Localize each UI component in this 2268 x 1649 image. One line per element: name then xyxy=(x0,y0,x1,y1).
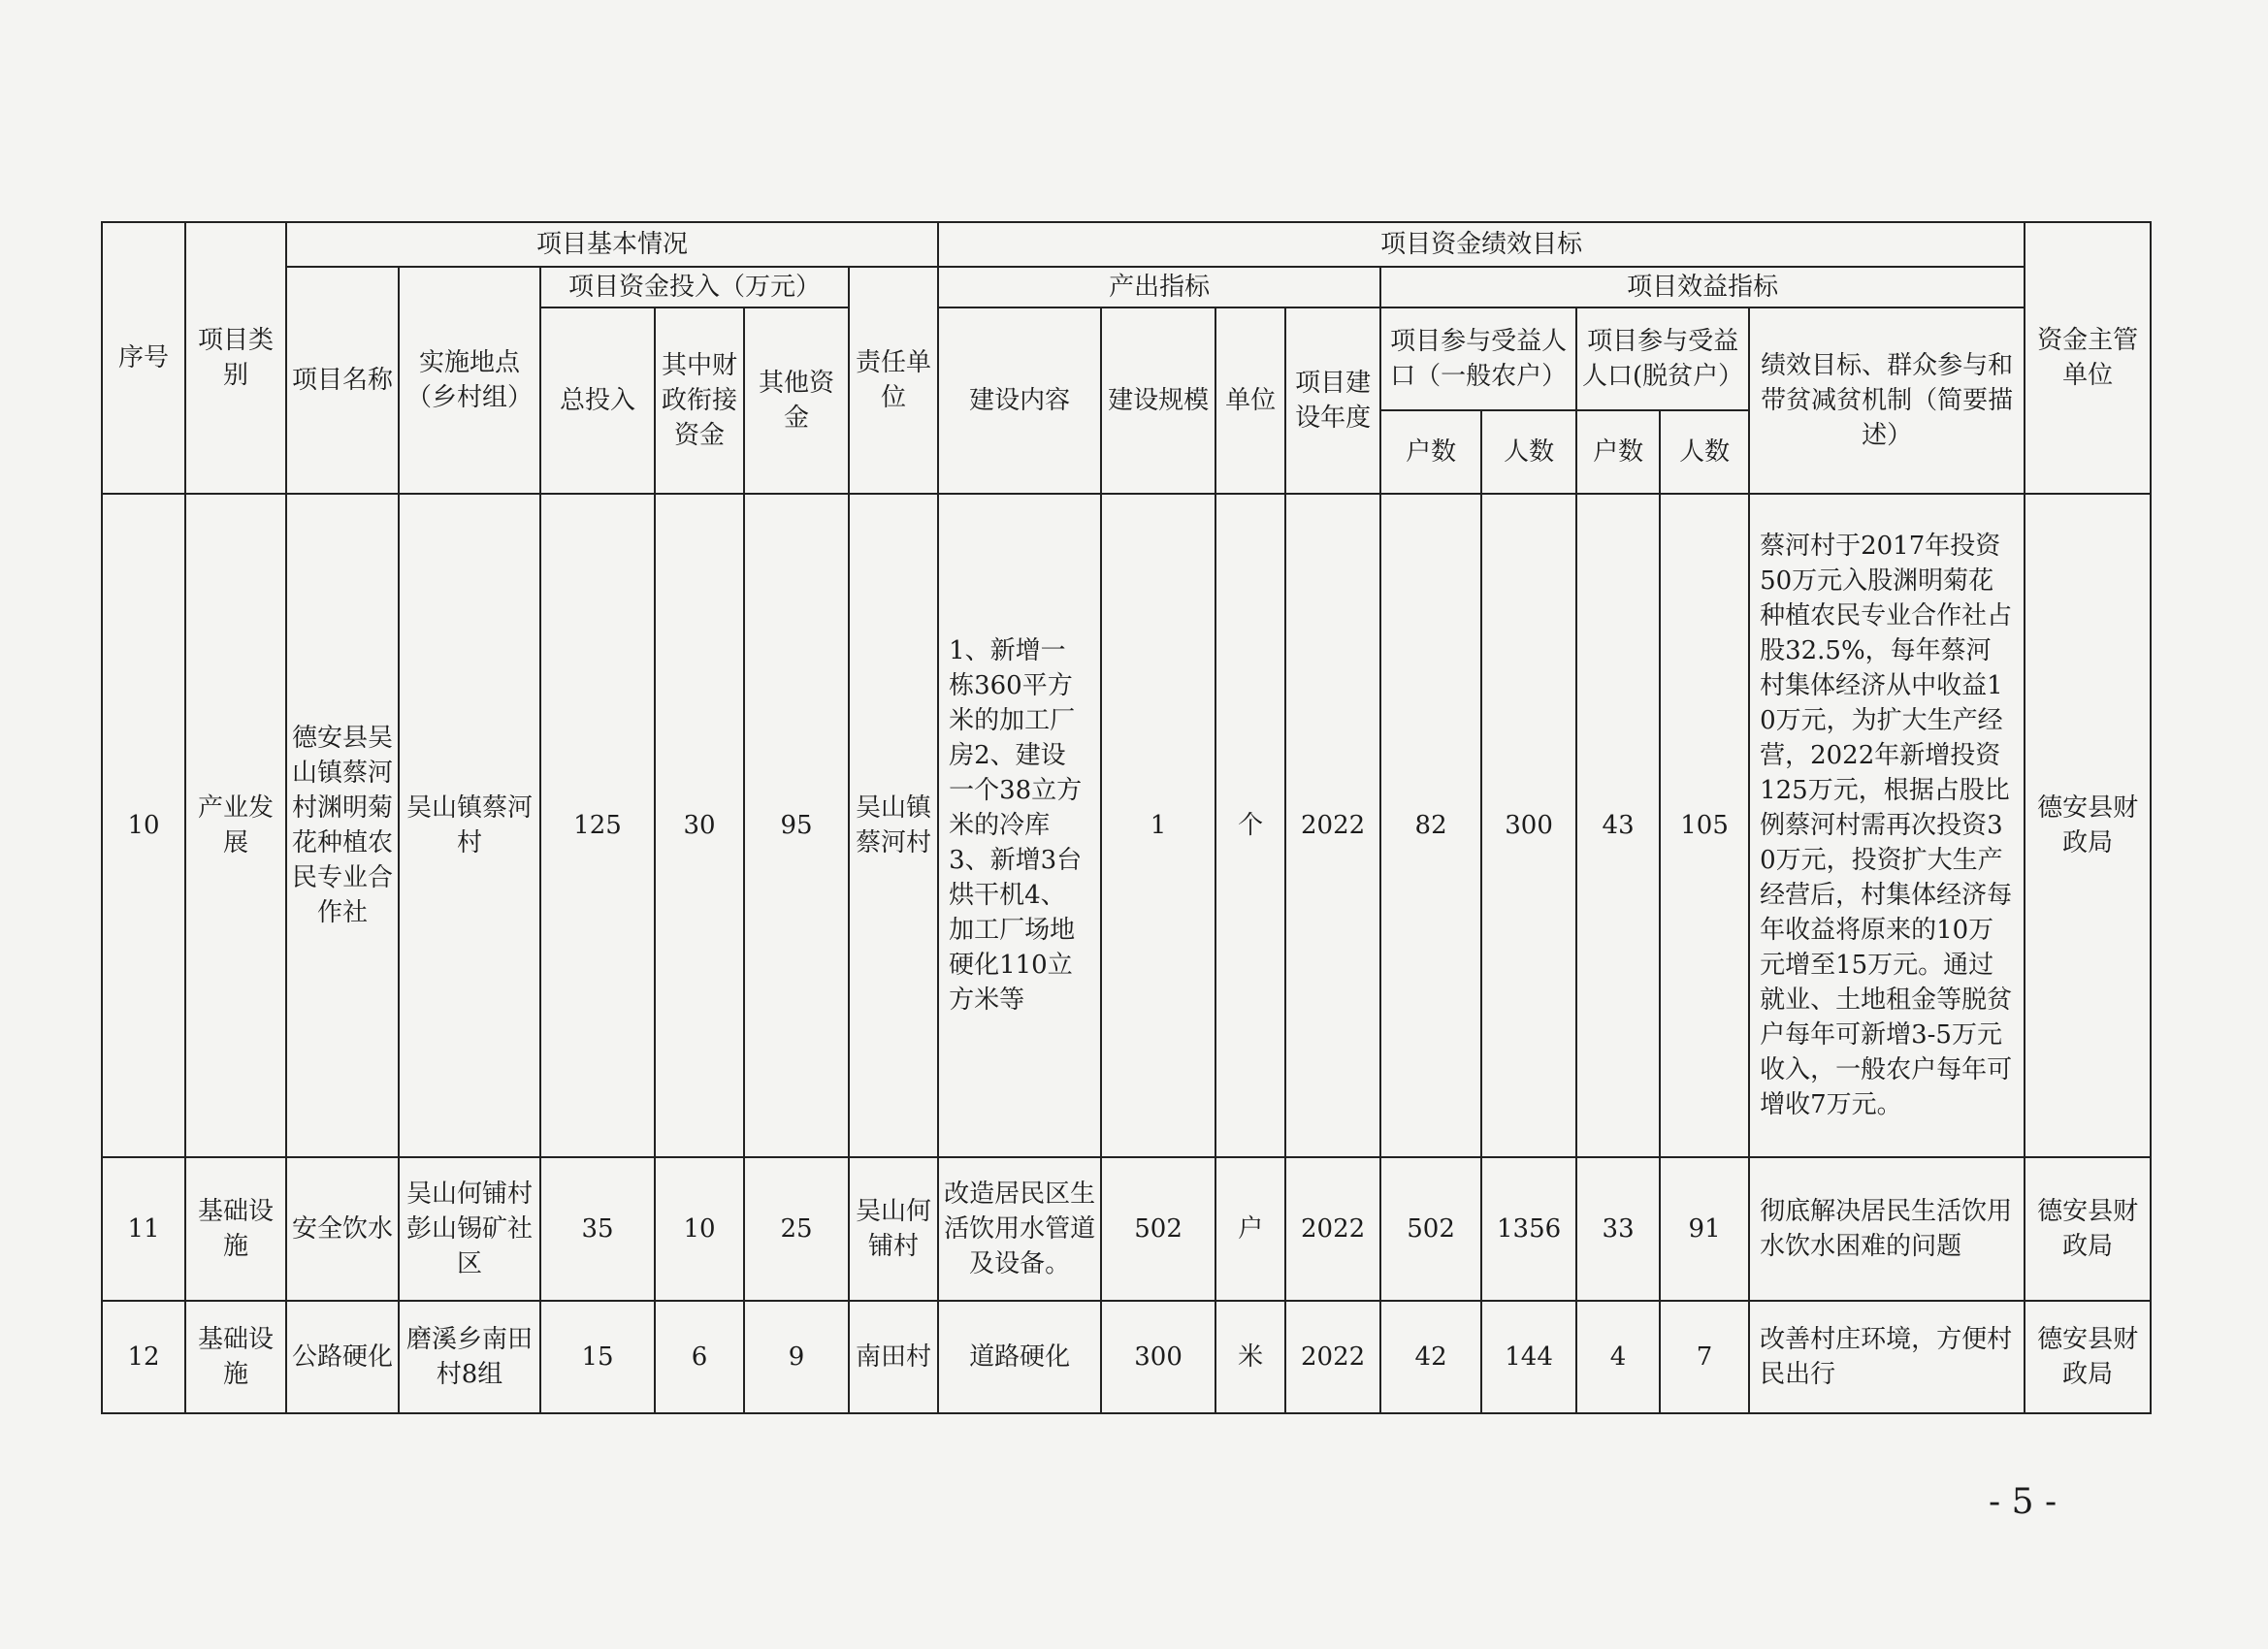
header-total: 总投入 xyxy=(540,307,655,494)
header-responsible: 责任单位 xyxy=(849,267,938,494)
header-unit: 单位 xyxy=(1215,307,1285,494)
header-content: 建设内容 xyxy=(938,307,1101,494)
cell-persons: 1356 xyxy=(1481,1157,1576,1301)
table-row xyxy=(102,1301,2151,1413)
cell-scale: 502 xyxy=(1101,1157,1215,1301)
cell-content: 1、新增一栋360平方米的加工厂房2、建设一个38立方米的冷库3、新增3台烘干机4、加工厂场地硬化110立方米等 xyxy=(938,494,1101,1157)
cell-households-poor: 43 xyxy=(1576,494,1660,1157)
cell-other: 95 xyxy=(744,494,849,1157)
cell-goal: 改善村庄环境，方便村民出行 xyxy=(1749,1301,2025,1413)
header-benefit: 项目效益指标 xyxy=(1380,267,2025,307)
cell-dept: 德安县财政局 xyxy=(2025,1157,2151,1301)
header-name: 项目名称 xyxy=(286,267,399,494)
cell-households: 502 xyxy=(1380,1157,1481,1301)
header-persons: 人数 xyxy=(1481,410,1576,494)
header-performance: 项目资金绩效目标 xyxy=(938,222,2025,267)
header-households-poor: 户数 xyxy=(1576,410,1660,494)
cell-households-poor: 4 xyxy=(1576,1301,1660,1413)
header-investment: 项目资金投入（万元） xyxy=(540,267,849,307)
cell-location: 磨溪乡南田村8组 xyxy=(399,1301,540,1413)
header-seq: 序号 xyxy=(102,222,185,494)
header-persons-poor: 人数 xyxy=(1660,410,1749,494)
cell-persons-poor: 105 xyxy=(1660,494,1749,1157)
header-households: 户数 xyxy=(1380,410,1481,494)
cell-unit: 户 xyxy=(1215,1157,1285,1301)
cell-persons: 300 xyxy=(1481,494,1576,1157)
cell-seq: 11 xyxy=(102,1157,185,1301)
cell-year: 2022 xyxy=(1285,1157,1380,1301)
cell-location: 吴山何铺村彭山锡矿社区 xyxy=(399,1157,540,1301)
cell-fiscal: 6 xyxy=(655,1301,744,1413)
cell-name: 安全饮水 xyxy=(286,1157,399,1301)
cell-persons-poor: 7 xyxy=(1660,1301,1749,1413)
cell-households: 42 xyxy=(1380,1301,1481,1413)
cell-year: 2022 xyxy=(1285,1301,1380,1413)
header-year: 项目建设年度 xyxy=(1285,307,1380,494)
table-row xyxy=(102,1157,2151,1301)
cell-persons-poor: 91 xyxy=(1660,1157,1749,1301)
cell-fiscal: 10 xyxy=(655,1157,744,1301)
cell-seq: 12 xyxy=(102,1301,185,1413)
header-fiscal: 其中财政衔接资金 xyxy=(655,307,744,494)
cell-other: 25 xyxy=(744,1157,849,1301)
cell-households-poor: 33 xyxy=(1576,1157,1660,1301)
cell-location: 吴山镇蔡河村 xyxy=(399,494,540,1157)
cell-category: 基础设施 xyxy=(185,1157,286,1301)
cell-dept: 德安县财政局 xyxy=(2025,1301,2151,1413)
cell-total: 15 xyxy=(540,1301,655,1413)
cell-goal: 蔡河村于2017年投资50万元入股渊明菊花种植农民专业合作社占股32.5%，每年蔡河村集体经济从中收益10万元，为扩大生产经营，2022年新增投资125万元，根据占股比例蔡河村需再次投资30万元，投资扩大生产经营后，村集体经济每年收益将原来的10万元增至15万元。通过就业、土地租金等脱贫户每年可新增3-5万元收入，一般农户每年可增收7万元。 xyxy=(1749,494,2025,1157)
project-table xyxy=(101,221,2152,1414)
cell-category: 基础设施 xyxy=(185,1301,286,1413)
page-number: - 5 - xyxy=(1989,1482,2057,1522)
cell-responsible: 吴山镇蔡河村 xyxy=(849,494,938,1157)
cell-persons: 144 xyxy=(1481,1301,1576,1413)
cell-content: 改造居民区生活饮用水管道及设备。 xyxy=(938,1157,1101,1301)
header-other: 其他资金 xyxy=(744,307,849,494)
header-output: 产出指标 xyxy=(938,267,1380,307)
cell-other: 9 xyxy=(744,1301,849,1413)
cell-households: 82 xyxy=(1380,494,1481,1157)
cell-content: 道路硬化 xyxy=(938,1301,1101,1413)
header-basic-info: 项目基本情况 xyxy=(286,222,938,267)
cell-total: 125 xyxy=(540,494,655,1157)
header-poor-pop: 项目参与受益人口(脱贫户） xyxy=(1576,307,1749,410)
cell-dept: 德安县财政局 xyxy=(2025,494,2151,1157)
cell-responsible: 吴山何铺村 xyxy=(849,1157,938,1301)
table-row xyxy=(102,494,2151,1157)
cell-scale: 1 xyxy=(1101,494,1215,1157)
cell-scale: 300 xyxy=(1101,1301,1215,1413)
cell-responsible: 南田村 xyxy=(849,1301,938,1413)
header-general-pop: 项目参与受益人口（一般农户） xyxy=(1380,307,1576,410)
header-dept: 资金主管单位 xyxy=(2025,222,2151,494)
header-location: 实施地点（乡村组） xyxy=(399,267,540,494)
cell-name: 德安县吴山镇蔡河村渊明菊花种植农民专业合作社 xyxy=(286,494,399,1157)
header-scale: 建设规模 xyxy=(1101,307,1215,494)
cell-unit: 个 xyxy=(1215,494,1285,1157)
header-category: 项目类别 xyxy=(185,222,286,494)
cell-unit: 米 xyxy=(1215,1301,1285,1413)
cell-total: 35 xyxy=(540,1157,655,1301)
cell-name: 公路硬化 xyxy=(286,1301,399,1413)
cell-goal: 彻底解决居民生活饮用水饮水困难的问题 xyxy=(1749,1157,2025,1301)
header-goal: 绩效目标、群众参与和带贫减贫机制（简要描述） xyxy=(1749,307,2025,494)
cell-category: 产业发展 xyxy=(185,494,286,1157)
cell-seq: 10 xyxy=(102,494,185,1157)
cell-year: 2022 xyxy=(1285,494,1380,1157)
cell-fiscal: 30 xyxy=(655,494,744,1157)
